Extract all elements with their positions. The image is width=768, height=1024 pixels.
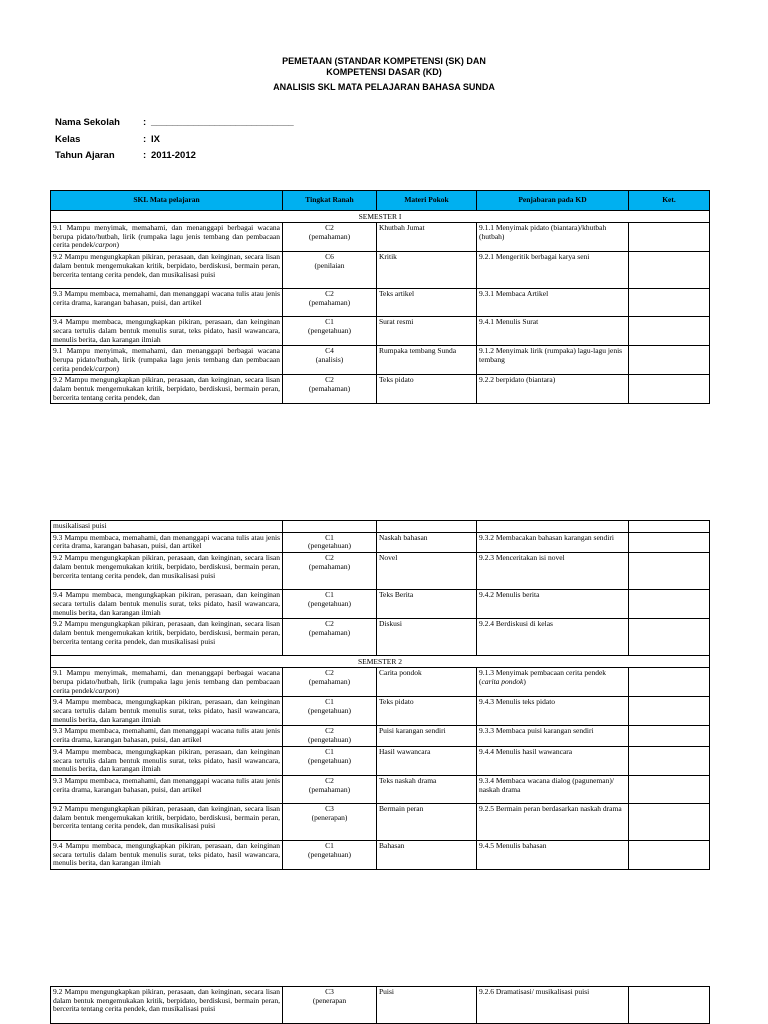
kd-cell: 9.2.2 berpidato (biantara) xyxy=(477,375,629,404)
skl-cell: 9.4 Mampu membaca, mengungkapkan pikiran, perasaan, dan keinginan secara tertulis dalam bentuk menulis surat, teks pidato, hasil wawancara, menulis berita, dan karangan ilmiah xyxy=(51,590,283,619)
school-info xyxy=(55,117,294,167)
skl-cell: 9.4 Mampu membaca, mengungkapkan pikiran, perasaan, dan keinginan secara tertulis dalam bentuk menulis surat, teks pidato, hasil wawancara, menulis berita, dan karangan ilmiah xyxy=(51,317,283,346)
ranah-cell: C2 (pemahaman) xyxy=(283,775,377,803)
table-row xyxy=(51,532,710,552)
table-row xyxy=(51,775,710,803)
doc-title-line1: PEMETAAN (STANDAR KOMPETENSI (SK) DAN xyxy=(282,56,486,66)
semester-label: SEMESTER I xyxy=(51,211,710,223)
materi-cell: Teks Berita xyxy=(377,590,477,619)
skl-cell: 9.2 Mampu mengungkapkan pikiran, perasaan, dan keinginan, secara lisan dalam bentuk mengemukakan kritik, berpidato, berdiskusi, bermain peran, bercerita tentang cerita pendek, dan musikalisasi puisi xyxy=(51,553,283,590)
skl-cell: 9.4 Mampu membaca, mengungkapkan pikiran, perasaan, dan keinginan secara tertulis dalam bentuk menulis surat, teks pidato, hasil wawancara, menulis berita, dan karangan ilmiah xyxy=(51,840,283,869)
ranah-cell: C3 (penerapan xyxy=(283,987,377,1024)
skl-cell: 9.3 Mampu membaca, memahami, dan menanggapi wacana tulis atau jenis cerita drama, karangan bahasan, puisi, dan artikel xyxy=(51,726,283,746)
ranah-cell xyxy=(283,521,377,533)
ranah-cell: C2 (pemahaman) xyxy=(283,223,377,252)
table-row xyxy=(51,697,710,726)
kd-cell: 9.2.6 Dramatisasi/ musikalisasi puisi xyxy=(477,987,629,1024)
table-header-row xyxy=(51,191,710,211)
materi-cell: Bermain peran xyxy=(377,803,477,840)
skl-table-page1 xyxy=(50,190,710,404)
table-row xyxy=(51,289,710,317)
kd-cell: 9.3.4 Membaca wacana dialog (paguneman)/ naskah drama xyxy=(477,775,629,803)
skl-cell: 9.4 Mampu membaca, mengungkapkan pikiran, perasaan, dan keinginan secara tertulis dalam bentuk menulis surat, teks pidato, hasil wawancara, menulis berita, dan karangan ilmiah xyxy=(51,697,283,726)
ranah-cell: C1 (pengetahuan) xyxy=(283,590,377,619)
materi-cell: Diskusi xyxy=(377,619,477,656)
ranah-cell: C1 (pengetahuan) xyxy=(283,697,377,726)
ket-cell xyxy=(629,346,710,375)
table-row xyxy=(51,619,710,656)
semester-row xyxy=(51,211,710,223)
kd-cell: 9.2.3 Menceritakan isi novel xyxy=(477,553,629,590)
col-header-ranah: Tingkat Ranah xyxy=(283,191,377,211)
kd-cell: 9.3.1 Membaca Artikel xyxy=(477,289,629,317)
skl-cell: 9.2 Mampu mengungkapkan pikiran, perasaan, dan keinginan, secara lisan dalam bentuk mengemukakan kritik, berpidato, berdiskusi, bermain peran, bercerita tentang cerita pendek, dan musikalisasi puisi xyxy=(51,803,283,840)
skl-cell: 9.2 Mampu mengungkapkan pikiran, perasaan, dan keinginan, secara lisan dalam bentuk mengemukakan kritik, berpidato, berdiskusi, bermain peran, bercerita tentang cerita pendek, dan musikalisasi puisi xyxy=(51,987,283,1024)
ket-cell xyxy=(629,317,710,346)
info-value: ___________________________ xyxy=(151,117,294,128)
table-row xyxy=(51,317,710,346)
info-kelas xyxy=(55,134,294,151)
materi-cell: Naskah bahasan xyxy=(377,532,477,552)
ket-cell xyxy=(629,521,710,533)
skl-cell: 9.2 Mampu mengungkapkan pikiran, perasaan, dan keinginan, secara lisan dalam bentuk mengemukakan kritik, berpidato, berdiskusi, bermain peran, bercerita tentang cerita pendek, dan musikalisasi puisi xyxy=(51,252,283,289)
ket-cell xyxy=(629,668,710,697)
materi-cell: Hasil wawancara xyxy=(377,746,477,775)
col-header-ket: Ket. xyxy=(629,191,710,211)
ranah-cell: C2 (pemahaman) xyxy=(283,668,377,697)
materi-cell: Teks naskah drama xyxy=(377,775,477,803)
ranah-cell: C4 (analisis) xyxy=(283,346,377,375)
skl-table-page2 xyxy=(50,520,710,870)
kd-cell: 9.1.1 Menyimak pidato (biantara)/khutbah (hutbah) xyxy=(477,223,629,252)
info-value: 2011-2012 xyxy=(151,150,196,161)
materi-cell xyxy=(377,521,477,533)
info-colon: : xyxy=(143,150,147,161)
ket-cell xyxy=(629,375,710,404)
info-label: Nama Sekolah xyxy=(55,117,120,128)
skl-cell: 9.3 Mampu membaca, memahami, dan menanggapi wacana tulis atau jenis cerita drama, karangan bahasan, puisi, dan artikel xyxy=(51,775,283,803)
semester-row xyxy=(51,656,710,668)
table-row xyxy=(51,840,710,869)
table-row xyxy=(51,668,710,697)
skl-cell: 9.1 Mampu menyimak, memahami, dan menanggapi berbagai wacana berupa pidato/hutbah, lirik (rumpaka lagu jenis tembang dan pembacaan cerita pendek/carpon) xyxy=(51,346,283,375)
kd-cell: 9.2.1 Mengeritik berbagai karya seni xyxy=(477,252,629,289)
materi-cell: Teks artikel xyxy=(377,289,477,317)
table-row xyxy=(51,803,710,840)
kd-cell: 9.4.2 Menulis berita xyxy=(477,590,629,619)
ranah-cell: C2 (pemahaman) xyxy=(283,553,377,590)
skl-cell: musikalisasi puisi xyxy=(51,521,283,533)
ranah-cell: C1 (pengetahuan) xyxy=(283,532,377,552)
col-header-skl: SKL Mata pelajaran xyxy=(51,191,283,211)
ket-cell xyxy=(629,619,710,656)
ranah-cell: C2 (pemahaman) xyxy=(283,619,377,656)
ranah-cell: C2 (pemahaman) xyxy=(283,289,377,317)
ket-cell xyxy=(629,532,710,552)
skl-cell: 9.3 Mampu membaca, memahami, dan menanggapi wacana tulis atau jenis cerita drama, karangan bahasan, puisi, dan artikel xyxy=(51,532,283,552)
ket-cell xyxy=(629,223,710,252)
skl-cell: 9.1 Mampu menyimak, memahami, dan menanggapi berbagai wacana berupa pidato/hutbah, lirik (rumpaka lagu jenis tembang dan pembacaan cerita pendek/carpon) xyxy=(51,223,283,252)
kd-cell: 9.4.3 Menulis teks pidato xyxy=(477,697,629,726)
ket-cell xyxy=(629,553,710,590)
kd-cell: 9.4.4 Menulis hasil wawancara xyxy=(477,746,629,775)
info-tahun-ajaran xyxy=(55,150,294,167)
ranah-cell: C3 (penerapan) xyxy=(283,803,377,840)
kd-cell xyxy=(477,521,629,533)
skl-table-page3 xyxy=(50,986,710,1024)
doc-title-line2: KOMPETENSI DASAR (KD) xyxy=(326,67,442,77)
info-value: IX xyxy=(151,133,160,145)
ket-cell xyxy=(629,726,710,746)
table-row xyxy=(51,746,710,775)
semester-label: SEMESTER 2 xyxy=(51,656,710,668)
table-row xyxy=(51,346,710,375)
info-label: Kelas xyxy=(55,133,81,145)
ket-cell xyxy=(629,697,710,726)
ket-cell xyxy=(629,590,710,619)
skl-cell: 9.2 Mampu mengungkapkan pikiran, perasaan, dan keinginan, secara lisan dalam bentuk mengemukakan kritik, berpidato, berdiskusi, bermain peran, bercerita tentang cerita pendek, dan xyxy=(51,375,283,404)
materi-cell: Teks pidato xyxy=(377,375,477,404)
kd-cell: 9.2.5 Bermain peran berdasarkan naskah drama xyxy=(477,803,629,840)
ranah-cell: C2 (pengetahuan) xyxy=(283,726,377,746)
table-row xyxy=(51,375,710,404)
kd-cell: 9.1.3 Menyimak pembacaan cerita pendek (carita pondok) xyxy=(477,668,629,697)
ket-cell xyxy=(629,289,710,317)
doc-title-line3: ANALISIS SKL MATA PELAJARAN BAHASA SUNDA xyxy=(273,82,495,92)
col-header-materi: Materi Pokok xyxy=(377,191,477,211)
materi-cell: Puisi xyxy=(377,987,477,1024)
ket-cell xyxy=(629,987,710,1024)
materi-cell: Bahasan xyxy=(377,840,477,869)
ranah-cell: C1 (pengetahuan) xyxy=(283,746,377,775)
ket-cell xyxy=(629,840,710,869)
kd-cell: 9.2.4 Berdiskusi di kelas xyxy=(477,619,629,656)
skl-cell: 9.2 Mampu mengungkapkan pikiran, perasaan, dan keinginan, secara lisan dalam bentuk mengemukakan kritik, berpidato, berdiskusi, bermain peran, bercerita tentang cerita pendek, dan musikalisasi puisi xyxy=(51,619,283,656)
ranah-cell: C1 (pengetahuan) xyxy=(283,840,377,869)
materi-cell: Puisi karangan sendiri xyxy=(377,726,477,746)
info-colon: : xyxy=(143,133,147,145)
ket-cell xyxy=(629,775,710,803)
table-row xyxy=(51,223,710,252)
table-row xyxy=(51,553,710,590)
skl-cell: 9.1 Mampu menyimak, memahami, dan menanggapi berbagai wacana berupa pidato/hutbah, lirik (rumpaka lagu jenis tembang dan pembacaan cerita pendek/carpon) xyxy=(51,668,283,697)
ranah-cell: C1 (pengetahuan) xyxy=(283,317,377,346)
skl-cell: 9.4 Mampu membaca, mengungkapkan pikiran, perasaan, dan keinginan secara tertulis dalam bentuk menulis surat, teks pidato, hasil wawancara, menulis berita, dan karangan ilmiah xyxy=(51,746,283,775)
materi-cell: Kritik xyxy=(377,252,477,289)
col-header-kd: Penjabaran pada KD xyxy=(477,191,629,211)
ranah-cell: C2 (pemahaman) xyxy=(283,375,377,404)
kd-cell: 9.4.5 Menulis bahasan xyxy=(477,840,629,869)
skl-cell: 9.3 Mampu membaca, memahami, dan menanggapi wacana tulis atau jenis cerita drama, karangan bahasan, puisi, dan artikel xyxy=(51,289,283,317)
info-colon: : xyxy=(143,117,147,128)
table-row xyxy=(51,252,710,289)
kd-cell: 9.3.2 Membacakan bahasan karangan sendiri xyxy=(477,532,629,552)
info-label: Tahun Ajaran xyxy=(55,150,115,161)
materi-cell: Rumpaka tembang Sunda xyxy=(377,346,477,375)
table-row xyxy=(51,726,710,746)
kd-cell: 9.1.2 Menyimak lirik (rumpaka) lagu-lagu jenis tembang xyxy=(477,346,629,375)
ranah-cell: C6 (penilaian xyxy=(283,252,377,289)
table-row xyxy=(51,987,710,1024)
materi-cell: Carita pondok xyxy=(377,668,477,697)
ket-cell xyxy=(629,252,710,289)
kd-cell: 9.3.3 Membaca puisi karangan sendiri xyxy=(477,726,629,746)
info-nama-sekolah xyxy=(55,117,294,134)
ket-cell xyxy=(629,803,710,840)
materi-cell: Teks pidato xyxy=(377,697,477,726)
ket-cell xyxy=(629,746,710,775)
kd-cell: 9.4.1 Menulis Surat xyxy=(477,317,629,346)
table-row xyxy=(51,521,710,533)
materi-cell: Khutbah Jumat xyxy=(377,223,477,252)
materi-cell: Novel xyxy=(377,553,477,590)
materi-cell: Surat resmi xyxy=(377,317,477,346)
table-row xyxy=(51,590,710,619)
